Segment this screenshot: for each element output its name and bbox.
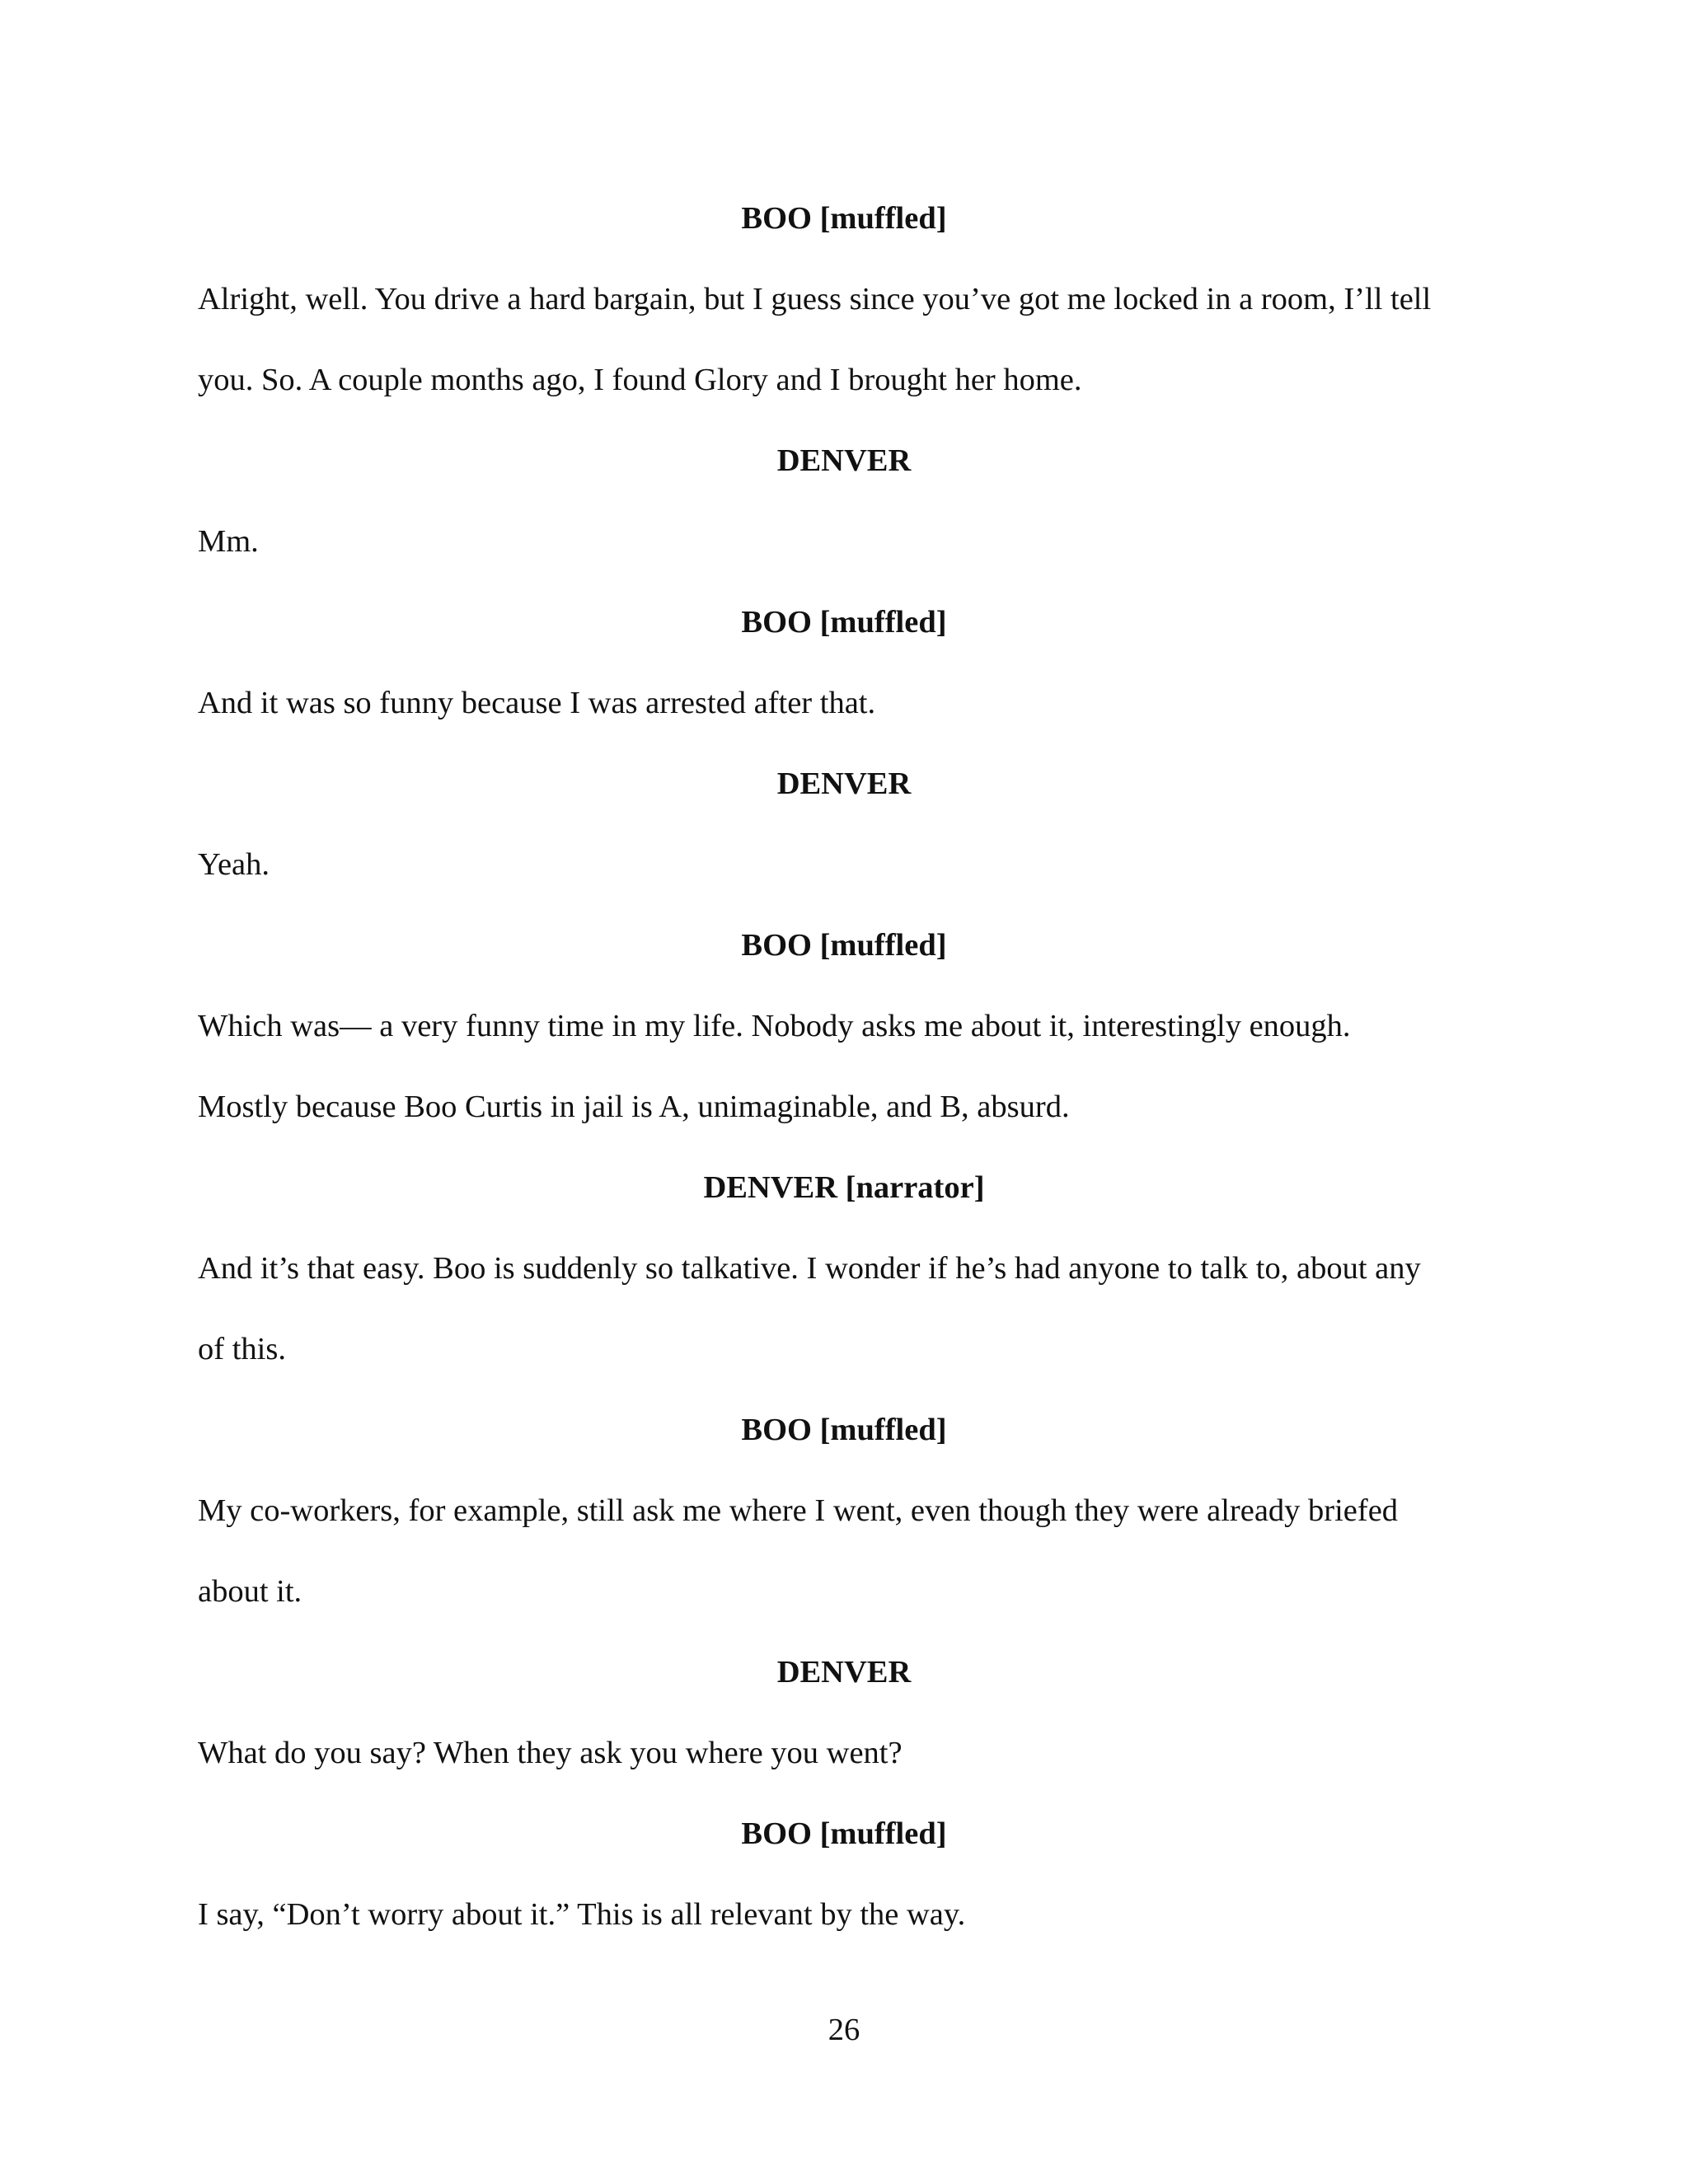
dialogue-line: you. So. A couple months ago, I found Glory and I brought her home. bbox=[198, 363, 1082, 397]
dialogue-line: Mm. bbox=[198, 524, 259, 559]
speaker-heading: BOO [muffled] bbox=[741, 1816, 947, 1851]
speaker-heading: DENVER bbox=[776, 766, 912, 801]
speaker-heading: BOO [muffled] bbox=[741, 928, 947, 963]
dialogue-line: Yeah. bbox=[198, 847, 270, 882]
dialogue-line: My co-workers, for example, still ask me where I went, even though they were already briefed bbox=[198, 1493, 1399, 1528]
speaker-heading: BOO [muffled] bbox=[741, 201, 947, 236]
dialogue-line: What do you say? When they ask you where you went? bbox=[198, 1736, 903, 1770]
dialogue-line: Mostly because Boo Curtis in jail is A, unimaginable, and B, absurd. bbox=[198, 1090, 1070, 1124]
dialogue-line: Which was— a very funny time in my life. Nobody asks me about it, interestingly enough. bbox=[198, 1009, 1351, 1043]
dialogue-line: And it’s that easy. Boo is suddenly so talkative. I wonder if he’s had anyone to talk to, about any bbox=[198, 1251, 1421, 1286]
page-number: 26 bbox=[828, 2013, 860, 2047]
speaker-heading: DENVER bbox=[776, 1655, 912, 1690]
speaker-heading: DENVER bbox=[776, 443, 912, 478]
speaker-heading: BOO [muffled] bbox=[741, 605, 947, 640]
dialogue-line: about it. bbox=[198, 1574, 302, 1609]
dialogue-line: I say, “Don’t worry about it.” This is all relevant by the way. bbox=[198, 1897, 966, 1932]
speaker-heading: DENVER [narrator] bbox=[703, 1170, 985, 1205]
speaker-heading: BOO [muffled] bbox=[741, 1413, 947, 1447]
dialogue-line: of this. bbox=[198, 1332, 286, 1366]
dialogue-line: And it was so funny because I was arrested after that. bbox=[198, 686, 876, 720]
dialogue-line: Alright, well. You drive a hard bargain, but I guess since you’ve got me locked in a room, I’ll tell bbox=[198, 282, 1432, 316]
